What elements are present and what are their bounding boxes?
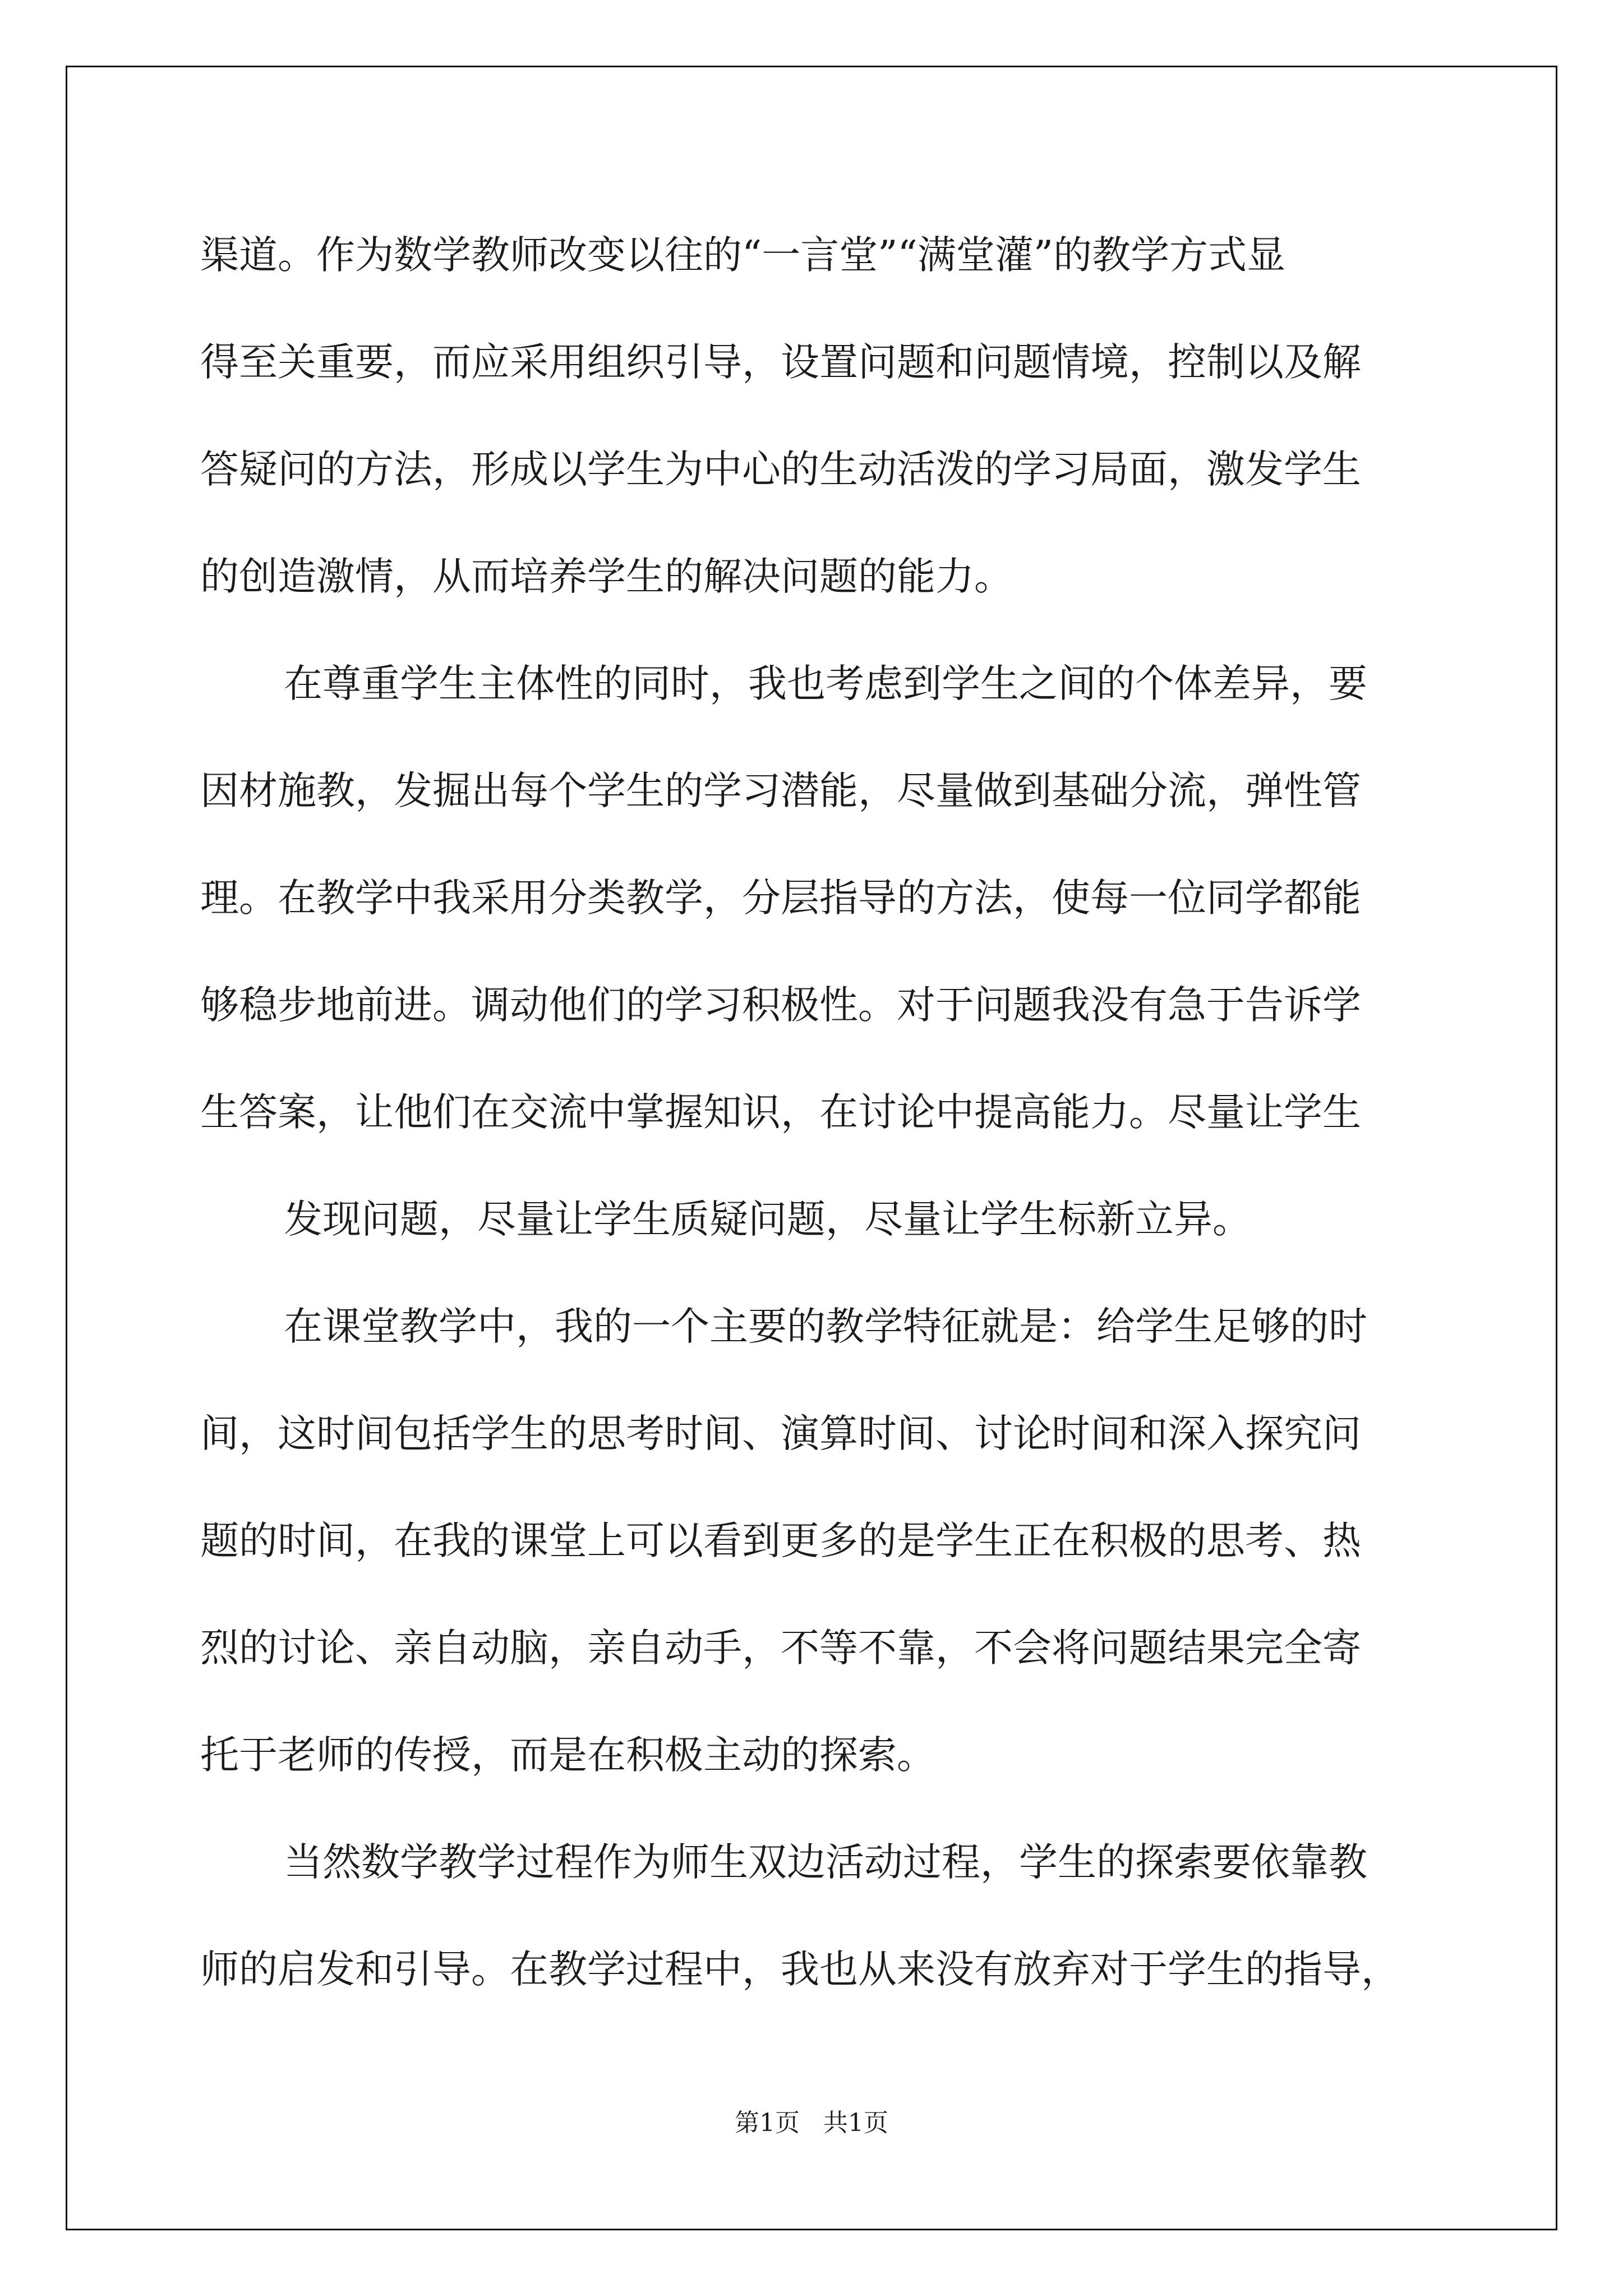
paragraph-first-line: 发现问题，尽量让学生质疑问题，尽量让学生标新立异。	[284, 1197, 1251, 1242]
text-line: 烈的讨论、亲自动脑，亲自动手，不等不靠，不会将问题结果完全寄	[200, 1626, 1361, 1671]
text-line: 生答案，让他们在交流中掌握知识，在讨论中提高能力。尽量让学生	[200, 1090, 1361, 1135]
text-line: 托于老师的传授，而是在积极主动的探索。	[200, 1733, 935, 1778]
document-body	[200, 202, 1438, 2023]
text-line: 答疑问的方法，形成以学生为中心的生动活泼的学习局面，激发学生	[200, 447, 1361, 492]
text-line: 得至关重要，而应采用组织引导，设置问题和问题情境，控制以及解	[200, 340, 1361, 385]
paragraph-first-line: 在课堂教学中，我的一个主要的教学特征就是：给学生足够的时	[284, 1304, 1367, 1349]
page-footer: 第1页 共1页	[735, 2109, 888, 2137]
text-line: 间，这时间包括学生的思考时间、演算时间、讨论时间和深入探究问	[200, 1411, 1361, 1456]
text-line: 题的时间，在我的课堂上可以看到更多的是学生正在积极的思考、热	[200, 1519, 1361, 1563]
text-line: 够稳步地前进。调动他们的学习积极性。对于问题我没有急于告诉学	[200, 983, 1361, 1028]
text-line: 因材施教，发掘出每个学生的学习潜能，尽量做到基础分流，弹性管	[200, 769, 1361, 813]
text-line: 的创造激情，从而培养学生的解决问题的能力。	[200, 554, 1013, 599]
paragraph-first-line: 在尊重学生主体性的同时，我也考虑到学生之间的个体差异，要	[284, 661, 1367, 706]
text-line: 师的启发和引导。在教学过程中，我也从来没有放弃对于学生的指导，	[200, 1947, 1400, 1992]
text-line: 渠道。作为数学教师改变以往的“一言堂”“满堂灌”的教学方式显	[200, 233, 1286, 278]
text-line: 理。在教学中我采用分类教学，分层指导的方法，使每一位同学都能	[200, 876, 1361, 921]
paragraph-first-line: 当然数学教学过程作为师生双边活动过程，学生的探索要依靠教	[284, 1840, 1367, 1885]
